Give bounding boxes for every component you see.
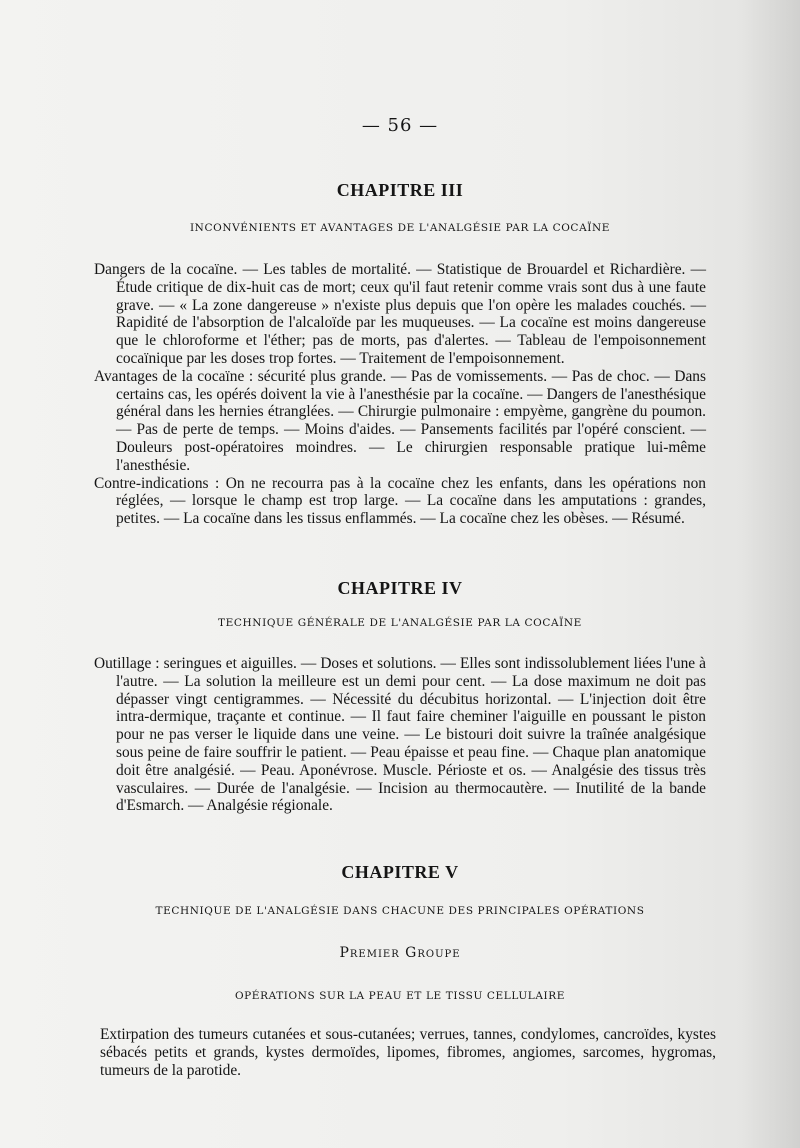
chapter-4-subtitle: TECHNIQUE GÉNÉRALE DE L'ANALGÉSIE PAR LA COCAÏNE — [218, 617, 582, 629]
chapter-3-summary — [94, 261, 706, 528]
chapter-3-paragraph-contre-indications: Contre-indications : On ne recourra pas à la cocaïne chez les enfants, dans les opérations non réglées, — lorsque le champ est trop large. — La cocaïne dans les amputations : grandes, petites. — La cocaïne dans les tissus enflammés. — La cocaïne chez les obèses. — Résumé. — [94, 474, 706, 528]
chapter-3-title: CHAPITRE III — [336, 180, 464, 200]
chapter-4-summary — [94, 655, 706, 815]
group-subtitle: OPÉRATIONS SUR LA PEAU ET LE TISSU CELLULAIRE — [234, 990, 566, 1002]
group-title: Premier Groupe — [339, 945, 461, 961]
chapter-3-subtitle: INCONVÉNIENTS ET AVANTAGES DE L'ANALGÉSIE PAR LA COCAÏNE — [189, 222, 611, 234]
chapter-5-title: CHAPITRE V — [341, 862, 459, 882]
chapter-3-paragraph-avantages: Avantages de la cocaïne : sécurité plus grande. — Pas de vomissements. — Pas de choc. — Dans certains cas, les opérés doivent la vie à l'anesthésie par la cocaïne. — Dangers de l'anesthésique général dans les hernies étranglées. — Chirurgie pulmonaire : empyème, gangrène du poumon. — Pas de perte de temps. — Moins d'aides. — Pansements facilités par l'opéré conscient. — Douleurs post-opératoires moindres. — Le chirurgien responsable pratique lui-même l'anesthésie. — [94, 367, 706, 474]
chapter-3-paragraph-dangers: Dangers de la cocaïne. — Les tables de mortalité. — Statistique de Brouardel et Richardière. — Étude critique de dix-huit cas de mort; ceux qu'il faut retenir comme vrais sont dus à une faute grave. — « La zone dangereuse » n'existe plus depuis que l'on opère les malades couchés. — Rapidité de l'absorption de l'alcaloïde par les muqueuses. — La cocaïne est moins dangereuse que le chloroforme et l'éther; pas de morts, pas d'alertes. — Tableau de l'empoisonnement cocaïnique par les doses trop fortes. — Traitement de l'empoisonnement. — [94, 261, 706, 367]
chapter-4-paragraph: Outillage : seringues et aiguilles. — Doses et solutions. — Elles sont indissolublement liées l'une à l'autre. — La solution la meilleure est un demi pour cent. — La dose maximum ne doit pas dépasser vingt centigrammes. — Nécessité du décubitus horizontal. — L'injection doit être intra-dermique, traçante et continue. — Il faut faire cheminer l'aiguille en poussant le piston pour ne pas verser le liquide dans une veine. — Le bistouri doit suivre la traînée analgésique sous peine de faire souffrir le patient. — Peau épaisse et peau fine. — Chaque plan anatomique doit être analgésié. — Peau. Aponévrose. Muscle. Périoste et os. — Analgésie des tissus très vasculaires. — Durée de l'analgésie. — Incision au thermocautère. — Inutilité de la bande d'Esmarch. — Analgésie régionale. — [94, 655, 706, 815]
chapter-4-title: CHAPITRE IV — [337, 578, 463, 598]
page-number: — 56 — — [361, 115, 439, 136]
chapter-5-subtitle: TECHNIQUE DE L'ANALGÉSIE DANS CHACUNE DES PRINCIPALES OPÉRATIONS — [155, 905, 645, 917]
chapter-5-summary — [100, 1026, 716, 1079]
chapter-5-paragraph: Extirpation des tumeurs cutanées et sous-cutanées; verrues, tannes, condylomes, cancroïdes, kystes sébacés petits et grands, kystes dermoïdes, lipomes, fibromes, angiomes, sarcomes, hygromas, tumeurs de la parotide. — [100, 1026, 716, 1079]
